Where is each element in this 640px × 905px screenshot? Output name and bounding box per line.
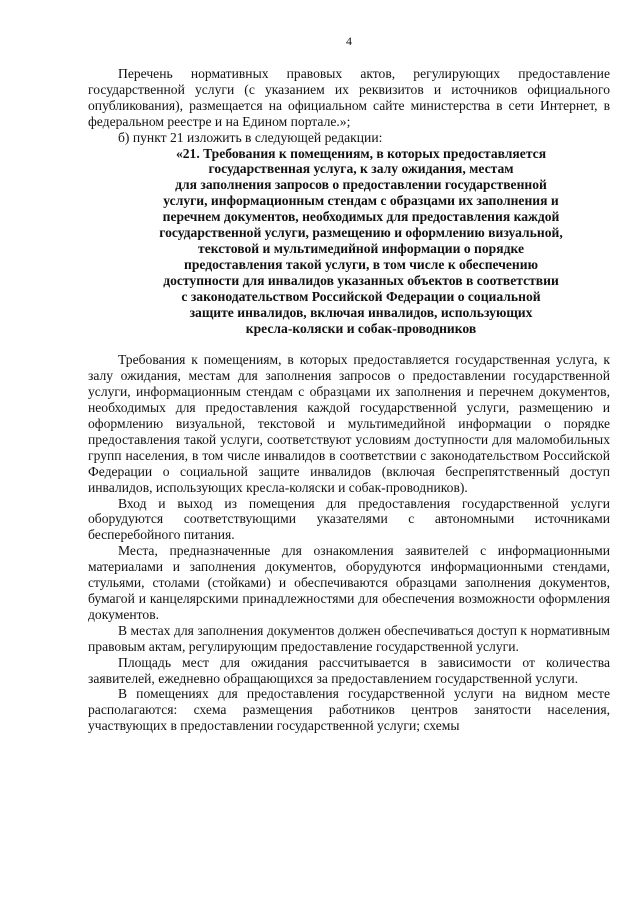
body-paragraph-visible-place: В помещениях для предоставления государственной услуги на видном месте располагаются: схема размещения работников центров занятости населения, участвующих в предоставлении государственной услуги; схемы bbox=[88, 686, 610, 734]
heading-line: с законодательством Российской Федерации о социальной bbox=[181, 288, 541, 304]
heading-line: перечнем документов, необходимых для предоставления каждой bbox=[162, 209, 560, 225]
intro-paragraph-1: Перечень нормативных правовых актов, регулирующих предоставление государственной услуги (с указанием их реквизитов и источников официального опубликования), размещается на официальном сайте министерства в сети Интернет, в федеральном реестре и на Едином портале.»; bbox=[88, 66, 610, 129]
spacer bbox=[88, 336, 610, 352]
body-paragraph-requirements: Требования к помещениям, в которых предоставляется государственная услуга, к залу ожидания, местам для заполнения запросов о предоставлении государственной услуги, информационным стендам с образцами их заполнения и перечнем документов, необходимых для предоставления каждой государственной услуги, размещению и оформлению визуальной, текстовой и мультимедийной информации о порядке предоставления такой услуги, соответствуют условиям доступности для маломобильных групп населения, в том числе инвалидов в соответствии с законодательством Российской Федерации о социальной защите инвалидов (включая беспрепятственный доступ инвалидов, использующих кресла-коляски и собак-проводников). bbox=[88, 352, 610, 495]
heading-line: для заполнения запросов о предоставлении государственной bbox=[175, 177, 547, 193]
body-paragraph-waiting-area: Площадь мест для ожидания рассчитывается в зависимости от количества заявителей, ежедневно обращающихся за предоставлением государственной услуги. bbox=[88, 654, 610, 686]
heading-line: предоставления такой услуги, в том числе к обеспечению bbox=[184, 256, 538, 272]
heading-line: государственная услуга, к залу ожидания, местам bbox=[208, 161, 514, 177]
section-heading bbox=[112, 146, 610, 337]
heading-line: кресла-коляски и собак-проводников bbox=[245, 320, 477, 336]
intro-paragraph-2: б) пункт 21 изложить в следующей редакции: bbox=[118, 129, 383, 145]
body-paragraph-legal-access: В местах для заполнения документов должен обеспечиваться доступ к нормативным правовым актам, регулирующим предоставление государственной услуги. bbox=[88, 622, 610, 654]
heading-line: текстовой и мультимедийной информации о порядке bbox=[198, 240, 524, 256]
heading-line: «21. Требования к помещениям, в которых предоставляется bbox=[175, 145, 547, 161]
page-number: 4 bbox=[346, 34, 352, 48]
body-paragraph-entrance: Вход и выход из помещения для предоставления государственной услуги оборудуются соответствующими указателями с автономными источниками бесперебойного питания. bbox=[88, 495, 610, 543]
heading-line: услуги, информационным стендам с образцами их заполнения и bbox=[163, 193, 559, 209]
body-paragraph-info-places: Места, предназначенные для ознакомления заявителей с информационными материалами и заполнения документов, оборудуются информационными стендами, стульями, столами (стойками) и обеспечиваются образцами заполнения документов, бумагой и канцелярскими принадлежностями для обеспечения возможности оформления документов. bbox=[88, 543, 610, 622]
heading-line: защите инвалидов, включая инвалидов, использующих bbox=[189, 304, 533, 320]
heading-line: государственной услуги, размещению и оформлению визуальной, bbox=[159, 225, 563, 241]
heading-line: доступности для инвалидов указанных объектов в соответствии bbox=[163, 272, 559, 288]
